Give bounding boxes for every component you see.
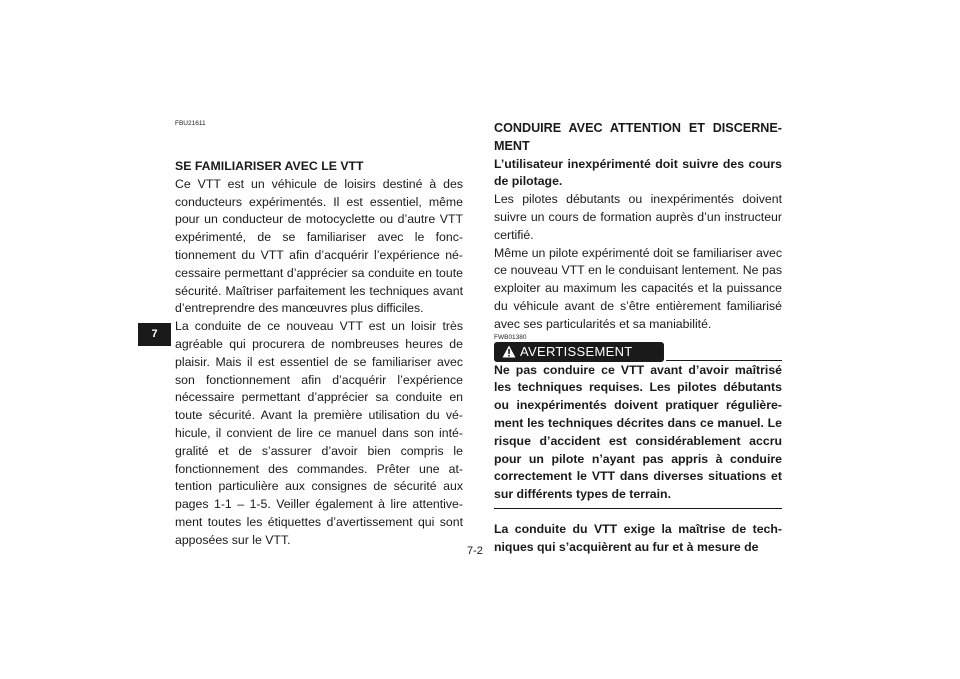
left-column xyxy=(175,120,463,550)
warning-header xyxy=(494,342,782,362)
warning-text: Ne pas conduire ce VTT avant d’avoir maîtrisé les techniques requises. Les pilotes débutants ou inexpérimentés doivent pratiquer régulièrement les techniques décrites dans ce manuel. Le risque d’accident est considérablement accru pour un pilote n’ayant pas appris à conduire correctement le VTT dans diverses situations et sur différents types de terrain. xyxy=(494,362,782,502)
section-heading-attention: CONDUIRE AVEC ATTENTION ET DISCERNEMENT xyxy=(494,121,782,153)
warning-label: AVERTISSEMENT xyxy=(520,343,633,359)
section-heading: SE FAMILIARISER AVEC LE VTT xyxy=(175,159,364,173)
warning-code: FWB01380 xyxy=(494,333,527,341)
right-column xyxy=(494,120,782,557)
section-code: FBU21611 xyxy=(175,120,206,127)
paragraph-experienced: Même un pilote expérimenté doit se familiariser avec ce nouveau VTT en le conduisant lentement. Ne pas exploiter au maximum les capacités et la puissance du véhicule avant de s’être entièrement familiarisé avec ses particularités et sa maniabilité. xyxy=(494,245,782,331)
warning-rule xyxy=(666,360,782,361)
warning-badge xyxy=(494,342,664,362)
paragraph-familiarize: Ce VTT est un véhicule de loisirs destiné à des conducteurs expérimentés. Il est essentiel, même pour un conducteur de motocyclette ou d’autre VTT expérimenté, de se familiariser avec le fonctionnement du VTT afin d’acquérir l’expérience nécessaire permettant d’apprécier sa conduite en toute sécurité. Maîtriser parfaitement les techniques avant d’entreprendre des manœuvres plus difficiles. xyxy=(175,176,463,316)
chapter-tab: 7 xyxy=(138,323,171,346)
warning-triangle-icon xyxy=(502,345,516,358)
bold-continuation: La conduite du VTT exige la maîtrise de techniques qui s’acquièrent au fur et à mesure de xyxy=(494,521,782,554)
paragraph-operation: La conduite de ce nouveau VTT est un loisir très agréable qui procurera de nombreuses heures de plaisir. Mais il est essentiel de se familiariser avec son fonctionnement afin d’acquérir l’expérience nécessaire permettant d’apprécier sa conduite en toute sécurité. Avant la première utilisation du véhicule, il convient de lire ce manuel dans son intégralité et de s’assurer d’avoir bien compris le fonctionnement des commandes. Prêter une attention particulière aux consignes de sécurité aux pages 1-1 – 1-5. Veiller également à lire attentivement toutes les étiquettes d’avertissement qui sont apposées sur le VTT. xyxy=(175,319,463,547)
paragraph-beginners: Les pilotes débutants ou inexpérimentés doivent suivre un cours de formation auprès d’un instructeur certifié. xyxy=(494,192,782,242)
warning-end-rule xyxy=(494,508,782,509)
bold-intro: L’utilisateur inexpérimenté doit suivre des cours de pilotage. xyxy=(494,156,782,189)
page-number: 7-2 xyxy=(467,545,483,557)
